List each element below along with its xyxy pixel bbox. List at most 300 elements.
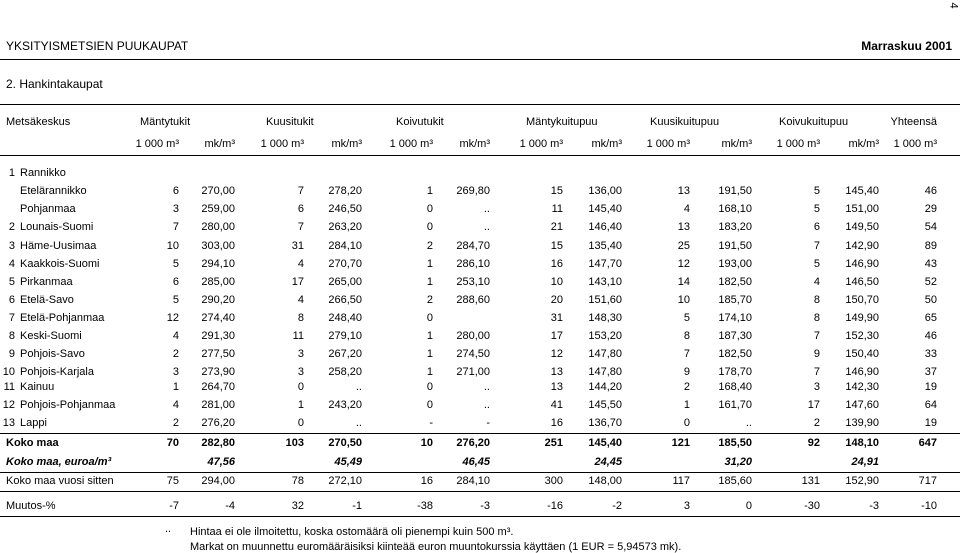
table-cell: 290,20 [201, 294, 235, 306]
totals-cell: 46,45 [462, 456, 490, 468]
totals-cell: 284,10 [456, 475, 490, 487]
table-cell: 0 [426, 312, 433, 324]
totals-cell: -3 [480, 500, 490, 512]
table-cell: 5 [813, 185, 820, 197]
table-cell: 5 [172, 294, 179, 306]
table-cell: 17 [291, 276, 304, 288]
table-row [0, 365, 960, 379]
totals-row [0, 499, 960, 513]
report-title: YKSITYISMETSIEN PUUKAUPAT [6, 39, 189, 53]
row-number: 3 [8, 240, 15, 252]
unit-label: mk/m³ [721, 138, 752, 150]
table-cell: 136,70 [588, 417, 622, 429]
col-header-group: Kuusitukit [266, 116, 314, 128]
col-header-metsakeskus: Metsäkeskus [6, 116, 71, 128]
table-cell: 3 [172, 203, 179, 215]
table-row [0, 166, 960, 180]
table-cell: 150,70 [845, 294, 879, 306]
table-cell: 267,20 [328, 348, 362, 360]
table-cell: 263,20 [328, 221, 362, 233]
totals-cell: -3 [869, 500, 879, 512]
table-cell: 144,20 [588, 381, 622, 393]
row-number: 2 [8, 221, 15, 233]
unit-label: 1 000 m³ [519, 138, 563, 150]
table-top-rule [0, 104, 960, 105]
table-cell: 4 [172, 330, 179, 342]
table-cell: 142,90 [845, 240, 879, 252]
totals-cell: 185,50 [718, 437, 752, 449]
table-cell: 148,30 [588, 312, 622, 324]
table-cell: 2 [426, 294, 433, 306]
table-cell: 1 [172, 381, 179, 393]
col-header-total: Yhteensä [890, 116, 937, 128]
row-label: Etelärannikko [20, 185, 87, 197]
table-cell: 3 [813, 381, 820, 393]
table-cell: 1 [426, 330, 433, 342]
row-label: Pohjois-Pohjanmaa [20, 399, 116, 411]
table-cell: 4 [297, 294, 304, 306]
row-label: Pohjois-Karjala [20, 366, 94, 378]
table-cell: 243,20 [328, 399, 362, 411]
table-cell: 37 [924, 366, 937, 378]
unit-label: 1 000 m³ [135, 138, 179, 150]
table-cell: 147,70 [588, 258, 622, 270]
totals-cell: 117 [672, 475, 690, 487]
table-cell: 19 [924, 417, 937, 429]
table-cell: 1 [426, 348, 433, 360]
table-cell: 143,10 [588, 276, 622, 288]
section-title: 2. Hankintakaupat [6, 77, 103, 91]
table-cell: 146,40 [588, 221, 622, 233]
totals-cell: -38 [417, 500, 433, 512]
table-row [0, 329, 960, 343]
totals-cell: -4 [225, 500, 235, 512]
totals-cell: 185,60 [718, 475, 752, 487]
table-cell: 294,10 [201, 258, 235, 270]
totals-cell: 145,40 [588, 437, 622, 449]
table-cell: 149,50 [845, 221, 879, 233]
totals-separator [0, 491, 960, 492]
table-cell: 5 [813, 258, 820, 270]
table-cell: 10 [550, 276, 563, 288]
table-cell: 14 [677, 276, 690, 288]
totals-label: Muutos-% [6, 500, 56, 512]
table-cell: 0 [426, 381, 433, 393]
table-cell: 149,90 [845, 312, 879, 324]
table-cell: 19 [924, 381, 937, 393]
table-cell: 284,10 [328, 240, 362, 252]
table-cell: 147,80 [588, 366, 622, 378]
table-cell: 191,50 [718, 240, 752, 252]
footnote-mark: .. [165, 523, 172, 535]
table-cell: 248,40 [328, 312, 362, 324]
row-label: Kainuu [20, 381, 55, 393]
table-cell: 6 [297, 203, 304, 215]
table-cell: 16 [550, 417, 563, 429]
totals-cell: 45,49 [334, 456, 362, 468]
table-cell: 25 [677, 240, 690, 252]
table-cell: 286,10 [456, 258, 490, 270]
table-cell: 246,50 [328, 203, 362, 215]
row-number: 8 [8, 330, 15, 342]
table-cell: 265,00 [328, 276, 362, 288]
table-cell: 0 [426, 203, 433, 215]
table-cell: 146,90 [845, 258, 879, 270]
table-cell: 7 [813, 366, 820, 378]
table-cell: 10 [677, 294, 690, 306]
table-cell: 3 [297, 366, 304, 378]
table-cell: 54 [924, 221, 937, 233]
footnote-2: Markat on muunnettu euromääräisiksi kiinteää euron muuntokurssia käyttäen (1 EUR = 5,94573 mk). [190, 541, 682, 553]
totals-cell: 282,80 [201, 437, 235, 449]
totals-cell: -1 [352, 500, 362, 512]
table-cell: 15 [550, 185, 563, 197]
table-row [0, 311, 960, 325]
table-cell: 276,20 [201, 417, 235, 429]
table-cell: 277,50 [201, 348, 235, 360]
table-cell: 6 [172, 276, 179, 288]
table-cell: 146,90 [845, 366, 879, 378]
table-cell: 279,10 [328, 330, 362, 342]
table-cell: 7 [172, 221, 179, 233]
table-cell: .. [483, 399, 490, 411]
totals-label: Koko maa vuosi sitten [6, 475, 114, 487]
table-cell: 4 [297, 258, 304, 270]
table-cell: 147,80 [588, 348, 622, 360]
table-cell: 288,60 [456, 294, 490, 306]
table-cell: 7 [683, 348, 690, 360]
row-number: 13 [2, 417, 15, 429]
totals-cell: 47,56 [207, 456, 235, 468]
table-cell: 50 [924, 294, 937, 306]
table-cell: .. [483, 221, 490, 233]
totals-cell: 647 [918, 437, 937, 449]
row-number: 12 [2, 399, 15, 411]
table-cell: 259,00 [201, 203, 235, 215]
table-cell: 10 [166, 240, 179, 252]
table-cell: 29 [924, 203, 937, 215]
totals-row [0, 436, 960, 450]
col-header-group: Kuusikuitupuu [650, 116, 720, 128]
table-cell: 270,00 [201, 185, 235, 197]
table-cell: 152,30 [845, 330, 879, 342]
table-cell: 7 [297, 185, 304, 197]
row-label: Kaakkois-Suomi [20, 258, 100, 270]
table-cell: 161,70 [718, 399, 752, 411]
table-cell: 43 [924, 258, 937, 270]
table-cell: 1 [426, 258, 433, 270]
table-cell: 168,10 [718, 203, 752, 215]
totals-cell: 103 [285, 437, 304, 449]
table-row [0, 380, 960, 394]
table-cell: 41 [550, 399, 563, 411]
table-cell: .. [745, 417, 752, 429]
table-cell: 46 [924, 330, 937, 342]
row-label: Lounais-Suomi [20, 221, 94, 233]
table-cell: 0 [297, 417, 304, 429]
table-row [0, 184, 960, 198]
table-cell: 185,70 [718, 294, 752, 306]
table-row [0, 220, 960, 234]
row-number: 1 [8, 167, 15, 179]
table-cell: 12 [677, 258, 690, 270]
table-cell: 278,20 [328, 185, 362, 197]
report-date: Marraskuu 2001 [861, 39, 952, 53]
row-label: Keski-Suomi [20, 330, 82, 342]
table-cell: 13 [550, 381, 563, 393]
row-number: 7 [8, 312, 15, 324]
table-cell: 142,30 [845, 381, 879, 393]
unit-label: 1 000 m³ [646, 138, 690, 150]
table-cell: 5 [813, 203, 820, 215]
unit-header [0, 137, 960, 151]
table-cell: 136,00 [588, 185, 622, 197]
table-cell: 153,20 [588, 330, 622, 342]
table-cell: 21 [550, 221, 563, 233]
table-cell: 7 [813, 240, 820, 252]
table-cell: 191,50 [718, 185, 752, 197]
table-cell: 147,60 [845, 399, 879, 411]
totals-cell: 294,00 [201, 475, 235, 487]
table-cell: 46 [924, 185, 937, 197]
table-cell: 4 [172, 399, 179, 411]
row-number: 9 [8, 348, 15, 360]
unit-label: mk/m³ [331, 138, 362, 150]
table-cell: .. [483, 203, 490, 215]
unit-rule [0, 155, 960, 156]
totals-cell: 24,45 [594, 456, 622, 468]
table-cell: 2 [683, 381, 690, 393]
table-cell: 2 [172, 417, 179, 429]
table-cell: 187,30 [718, 330, 752, 342]
table-cell: 15 [550, 240, 563, 252]
unit-label: mk/m³ [459, 138, 490, 150]
unit-label: 1 000 m³ [776, 138, 820, 150]
unit-label: 1 000 m³ [893, 138, 937, 150]
table-cell: 5 [172, 258, 179, 270]
totals-cell: 148,00 [588, 475, 622, 487]
unit-label: mk/m³ [848, 138, 879, 150]
table-cell: 291,30 [201, 330, 235, 342]
totals-label: Koko maa, euroa/m³ [6, 456, 112, 468]
row-number: 11 [3, 381, 15, 393]
table-row [0, 239, 960, 253]
table-row [0, 293, 960, 307]
totals-cell: 10 [420, 437, 433, 449]
totals-cell: -7 [169, 500, 179, 512]
row-number: 10 [2, 366, 15, 378]
row-number: 5 [8, 276, 15, 288]
table-cell: 64 [924, 399, 937, 411]
table-cell: 8 [297, 312, 304, 324]
table-cell: 0 [683, 417, 690, 429]
table-cell: - [486, 417, 490, 429]
table-cell: 146,50 [845, 276, 879, 288]
table-cell: 6 [172, 185, 179, 197]
totals-cell: 251 [544, 437, 563, 449]
totals-cell: 3 [683, 500, 690, 512]
unit-label: 1 000 m³ [260, 138, 304, 150]
table-cell: 33 [924, 348, 937, 360]
totals-cell: 148,10 [845, 437, 879, 449]
totals-label: Koko maa [6, 437, 59, 449]
table-cell: 303,00 [201, 240, 235, 252]
table-cell: 274,40 [201, 312, 235, 324]
table-cell: 182,50 [718, 348, 752, 360]
table-cell: 273,90 [201, 366, 235, 378]
totals-cell: 75 [166, 475, 179, 487]
table-cell: 17 [807, 399, 820, 411]
row-label: Lappi [20, 417, 47, 429]
table-row [0, 202, 960, 216]
unit-label: mk/m³ [204, 138, 235, 150]
table-cell: .. [483, 381, 490, 393]
row-label: Etelä-Pohjanmaa [20, 312, 105, 324]
totals-cell: -10 [921, 500, 937, 512]
table-cell: 3 [172, 366, 179, 378]
table-cell: 1 [426, 276, 433, 288]
col-header-group: Mäntytukit [140, 116, 191, 128]
table-cell: 0 [426, 399, 433, 411]
totals-cell: 152,90 [845, 475, 879, 487]
row-number: 6 [8, 294, 15, 306]
table-cell: 183,20 [718, 221, 752, 233]
row-label: Pohjanmaa [20, 203, 76, 215]
table-cell: 0 [426, 221, 433, 233]
table-row [0, 257, 960, 271]
table-row [0, 398, 960, 412]
table-cell: 174,10 [718, 312, 752, 324]
table-cell: 274,50 [456, 348, 490, 360]
table-cell: 269,80 [456, 185, 490, 197]
totals-cell: 24,91 [851, 456, 879, 468]
table-cell: 145,40 [845, 185, 879, 197]
table-cell: 89 [924, 240, 937, 252]
table-cell: 264,70 [201, 381, 235, 393]
totals-cell: 70 [166, 437, 179, 449]
row-number: 4 [8, 258, 15, 270]
totals-cell: 300 [544, 475, 563, 487]
row-label: Etelä-Savo [20, 294, 74, 306]
table-cell: .. [355, 381, 362, 393]
table-row [0, 416, 960, 430]
totals-cell: 276,20 [456, 437, 490, 449]
table-cell: 16 [550, 258, 563, 270]
col-header-group: Mäntykuitupuu [526, 116, 598, 128]
table-cell: 145,40 [588, 203, 622, 215]
table-cell: 13 [550, 366, 563, 378]
totals-rule [0, 433, 960, 434]
table-cell: 8 [683, 330, 690, 342]
table-cell: 6 [813, 221, 820, 233]
table-bottom-rule [0, 516, 960, 517]
totals-cell: -2 [612, 500, 622, 512]
table-cell: 52 [924, 276, 937, 288]
column-group-header [0, 115, 960, 129]
row-label: Häme-Uusimaa [20, 240, 97, 252]
table-cell: 145,50 [588, 399, 622, 411]
totals-cell: 272,10 [328, 475, 362, 487]
totals-cell: 131 [801, 475, 820, 487]
table-cell: 9 [683, 366, 690, 378]
table-cell: 7 [297, 221, 304, 233]
table-cell: .. [355, 417, 362, 429]
table-cell: 151,60 [588, 294, 622, 306]
table-cell: 2 [813, 417, 820, 429]
totals-cell: 31,20 [724, 456, 752, 468]
table-cell: 1 [426, 185, 433, 197]
table-row [0, 347, 960, 361]
table-cell: 182,50 [718, 276, 752, 288]
totals-cell: 92 [807, 437, 820, 449]
table-cell: 253,10 [456, 276, 490, 288]
table-cell: 11 [292, 330, 304, 342]
table-cell: 12 [550, 348, 563, 360]
table-cell: 17 [550, 330, 563, 342]
table-cell: 31 [291, 240, 304, 252]
table-cell: 280,00 [456, 330, 490, 342]
table-cell: 11 [551, 203, 563, 215]
totals-cell: 78 [291, 475, 304, 487]
footnote-1: Hintaa ei ole ilmoitettu, koska ostomäärä oli pienempi kuin 500 m³. [190, 526, 514, 538]
table-cell: 9 [813, 348, 820, 360]
table-cell: 4 [683, 203, 690, 215]
table-row [0, 275, 960, 289]
table-cell: 271,00 [456, 366, 490, 378]
totals-separator [0, 472, 960, 473]
table-cell: 13 [677, 221, 690, 233]
unit-label: mk/m³ [591, 138, 622, 150]
table-cell: 5 [683, 312, 690, 324]
table-cell: 13 [677, 185, 690, 197]
table-cell: 1 [683, 399, 690, 411]
header-rule [0, 59, 960, 60]
table-cell: 178,70 [718, 366, 752, 378]
table-cell: 3 [297, 348, 304, 360]
totals-cell: 121 [671, 437, 690, 449]
table-cell: 193,00 [718, 258, 752, 270]
col-header-group: Koivukuitupuu [779, 116, 849, 128]
table-cell: 151,00 [845, 203, 879, 215]
table-cell: 2 [426, 240, 433, 252]
row-label: Pirkanmaa [20, 276, 73, 288]
table-cell: 20 [550, 294, 563, 306]
row-label: Pohjois-Savo [20, 348, 85, 360]
table-cell: 281,00 [201, 399, 235, 411]
table-cell: 0 [297, 381, 304, 393]
totals-row [0, 455, 960, 469]
totals-cell: -30 [804, 500, 820, 512]
page-number: 4 [947, 2, 960, 9]
table-cell: 280,00 [201, 221, 235, 233]
table-cell: 8 [813, 294, 820, 306]
table-cell: 4 [813, 276, 820, 288]
table-cell: 150,40 [845, 348, 879, 360]
row-label: Rannikko [20, 167, 66, 179]
table-cell: 284,70 [456, 240, 490, 252]
table-cell: 266,50 [328, 294, 362, 306]
table-cell: 285,00 [201, 276, 235, 288]
table-cell: 270,70 [328, 258, 362, 270]
table-cell: 2 [172, 348, 179, 360]
table-cell: 7 [813, 330, 820, 342]
table-cell: 139,90 [845, 417, 879, 429]
table-cell: - [429, 417, 433, 429]
table-cell: 1 [426, 366, 433, 378]
table-cell: 258,20 [328, 366, 362, 378]
table-cell: 135,40 [588, 240, 622, 252]
totals-cell: 16 [420, 475, 433, 487]
